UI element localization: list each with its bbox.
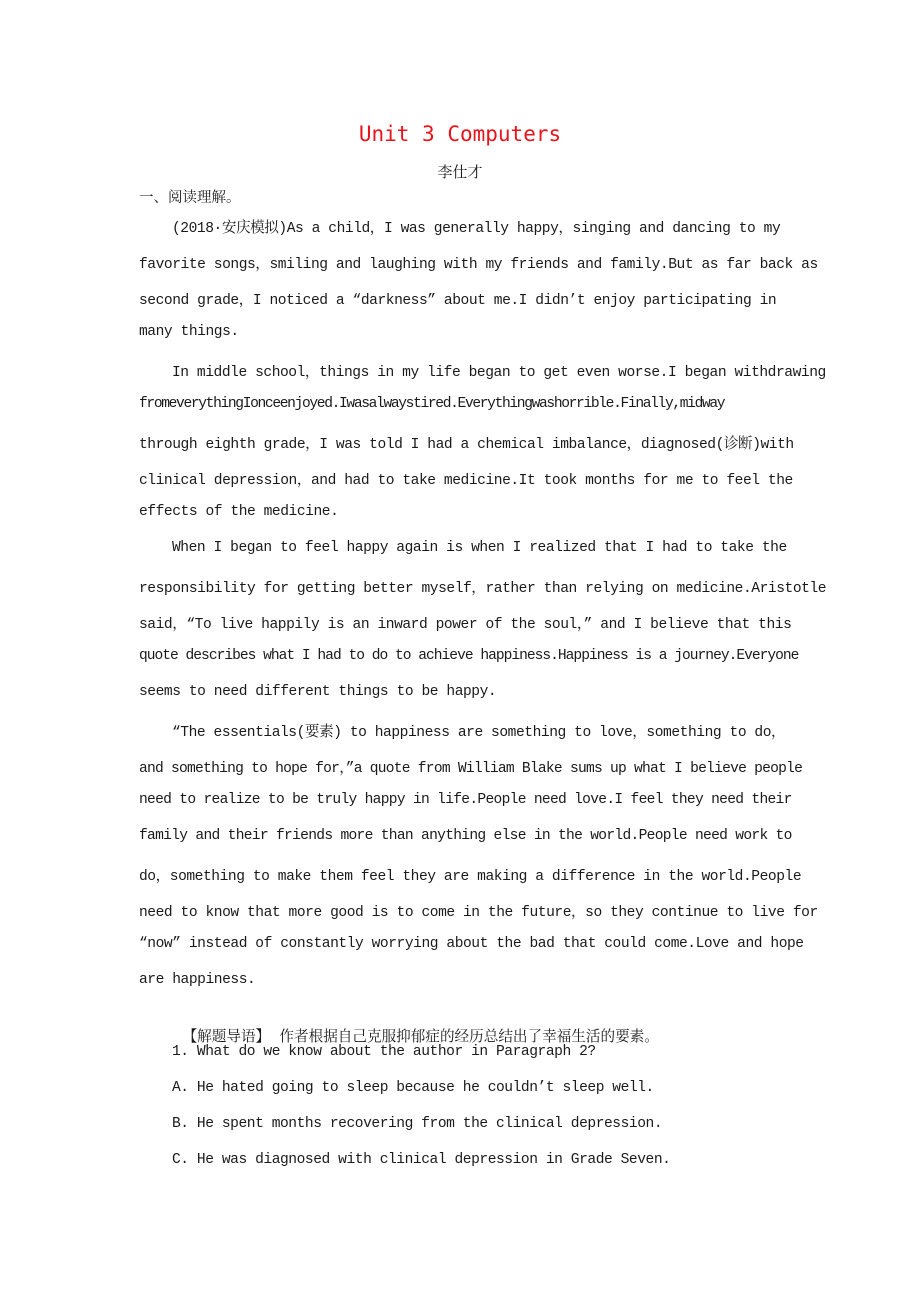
question-stem: 1. What do we know about the author in Paragraph 2? bbox=[172, 1044, 596, 1060]
text-line: said，“To live happily is an inward power of the soul，” and I believe that this bbox=[139, 617, 792, 633]
text-line: clinical depression，and had to take medicine.It took months for me to feel the bbox=[139, 473, 793, 489]
option-c: C. He was diagnosed with clinical depression in Grade Seven. bbox=[172, 1152, 671, 1168]
option-a: A. He hated going to sleep because he couldn’t sleep well. bbox=[172, 1080, 654, 1096]
text-line: In middle school，things in my life began to get even worse.I began withdrawing bbox=[172, 365, 826, 381]
text-line: are happiness. bbox=[139, 972, 256, 988]
guide-label: 【解题导语】 bbox=[182, 1028, 271, 1045]
text-line: need to realize to be truly happy in life.People need love.I feel they need their bbox=[139, 792, 792, 808]
text-line: quote describes what I had to do to achieve happiness.Happiness is a journey.Everyone bbox=[139, 648, 799, 664]
text-line: family and their friends more than anything else in the world.People need work to bbox=[139, 828, 792, 844]
text-line: seems to need different things to be happy. bbox=[139, 684, 497, 700]
text-line: When I began to feel happy again is when I realized that I had to take the bbox=[172, 540, 787, 556]
text-line: second grade，I noticed a “darkness” about me.I didn’t enjoy participating in bbox=[139, 293, 777, 309]
text-line: effects of the medicine. bbox=[139, 504, 339, 520]
text-line: fromeverythingIonceenjoyed.Iwasalwaystired.Everythingwashorrible.Finally,midway bbox=[139, 396, 725, 412]
section-heading: 一、阅读理解。 bbox=[139, 190, 241, 206]
text-line: and something to hope for，”a quote from William Blake sums up what I believe people bbox=[139, 761, 803, 777]
text-line: do，something to make them feel they are making a difference in the world.People bbox=[139, 869, 802, 885]
text-line: favorite songs，smiling and laughing with my friends and family.But as far back as bbox=[139, 257, 818, 273]
text-line: “now” instead of constantly worrying about the bad that could come.Love and hope bbox=[139, 936, 804, 952]
document-title: Unit 3 Computers bbox=[358, 122, 562, 146]
guide-text: 作者根据自己克服抑郁症的经历总结出了幸福生活的要素。 bbox=[279, 1028, 659, 1045]
option-b: B. He spent months recovering from the clinical depression. bbox=[172, 1116, 663, 1132]
text-line: “The essentials(要素) to happiness are something to love，something to do， bbox=[172, 725, 786, 741]
text-line: through eighth grade，I was told I had a chemical imbalance，diagnosed(诊断)with bbox=[139, 437, 794, 453]
text-line: many things. bbox=[139, 324, 239, 340]
text-line: (2018·安庆模拟)As a child，I was generally happy，singing and dancing to my bbox=[172, 221, 781, 237]
text-line: need to know that more good is to come in the future，so they continue to live for bbox=[139, 905, 818, 921]
text-line: responsibility for getting better myself，rather than relying on medicine.Aristotle bbox=[139, 581, 827, 597]
author-name: 李仕才 bbox=[437, 163, 483, 181]
